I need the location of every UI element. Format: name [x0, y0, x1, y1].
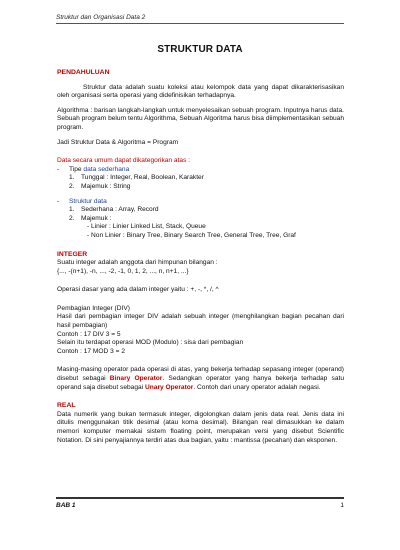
div-heading: Pembagian Integer (DIV): [57, 304, 130, 312]
integer-set: {..., -(n+1), -n, ..., -2, -1, 0, 1, 2, ..., n, n+1, ...}: [57, 267, 189, 275]
list-item: 1. Tunggal : Integer, Real, Boolean, Karakter: [69, 174, 204, 182]
real-paragraph: Data numerik yang bukan termasuk integer, digolongkan dalam jenis data real. Jenis data ini ditulis menggunakan titik desimal (atau koma desimal). Bilangan real dimasukkan ke dalam memori komputer memakai sistem floating point, merupakan versi yang disebut Scientific Notation. Di sini penyajiannya terdiri atas dua bagian, yaitu : mantissa (pecahan) dan eksponen.: [57, 410, 344, 444]
section-heading-pendahuluan: PENDAHULUAN: [57, 69, 110, 76]
integer-definition: Suatu integer adalah anggota dari himpunan bilangan :: [57, 259, 218, 267]
paragraph-equation: Jadi Struktur Data & Algoritma = Program: [57, 138, 179, 146]
binary-operator-term: Binary Operator: [109, 375, 163, 383]
page-title: STRUKTUR DATA: [157, 44, 243, 55]
bullet-struktur-data: [57, 198, 344, 207]
sub-list-item: - Non Linier : Binary Tree, Binary Search Tree, General Tree, Tree, Graf: [87, 231, 296, 239]
div-description: Hasil dari pembagian integer DIV adalah sebuah integer (menghilangkan bagian pecahan dari hasil pembagian): [57, 313, 344, 330]
struktur-label: Struktur data: [69, 197, 107, 205]
list-item: 1. Sederhana : Array, Record: [69, 206, 159, 214]
bullet-mark: -: [57, 197, 60, 205]
mod-example: Contoh : 17 MOD 3 = 2: [57, 347, 125, 355]
category-intro: Data secara umum dapat dikategorikan atas :: [57, 157, 191, 165]
div-example: Contoh : 17 DIV 3 = 5: [57, 330, 121, 338]
section-heading-integer: INTEGER: [57, 250, 88, 258]
running-header: Struktur dan Organisasi Data 2: [56, 14, 344, 24]
paragraph-definition: Struktur data adalah suatu koleksi atau kelompok data yang dapat dikarakterisasikan oleh organisasi serta operasi yang didefinisikan terhadapnya.: [57, 83, 344, 100]
tipe-label-highlight: data sederhana: [83, 165, 130, 173]
paragraph-algorithm: Algorithma : barisan langkah-langkah untuk menyelesaikan sebuah program. Inputnya harus data. Sebuah program belum tentu Algorithma, Sebuah Algoritma harus bisa diimplementasikan sebuah program.: [57, 106, 344, 131]
document-body: [57, 69, 344, 445]
bullet-mark: -: [57, 165, 60, 173]
tipe-label: Tipe: [69, 165, 84, 173]
unary-operator-term: Unary Operator: [144, 383, 194, 391]
integer-operations: Operasi dasar yang ada dalam integer yaitu : +, -, *, /, ^: [57, 286, 219, 294]
list-item: 2. Majemuk : String: [69, 182, 131, 190]
page-number: 1: [340, 502, 344, 509]
bullet-tipe-data: [57, 166, 344, 175]
chapter-label: BAB 1: [56, 502, 76, 509]
operator-paragraph: Masing-masing operator pada operasi di atas, yang bekerja terhadap sepasang integer (operand) disebut sebagai Binary Operator. Sedangkan operator yang hanya bekerja terhadap satu operand saja disebut sebagai Unary Operator. Contoh dari unary operator adalah negasi.: [57, 366, 345, 391]
list-item: 2. Majemuk :: [69, 214, 112, 222]
mod-heading: Selain itu terdapat operasi MOD (Modulo) : sisa dari pembagian: [57, 339, 244, 347]
section-heading-real: REAL: [57, 402, 76, 410]
sub-list-item: - Linier : Linier Linked List, Stack, Queue: [87, 223, 206, 231]
page-footer: [56, 497, 344, 509]
